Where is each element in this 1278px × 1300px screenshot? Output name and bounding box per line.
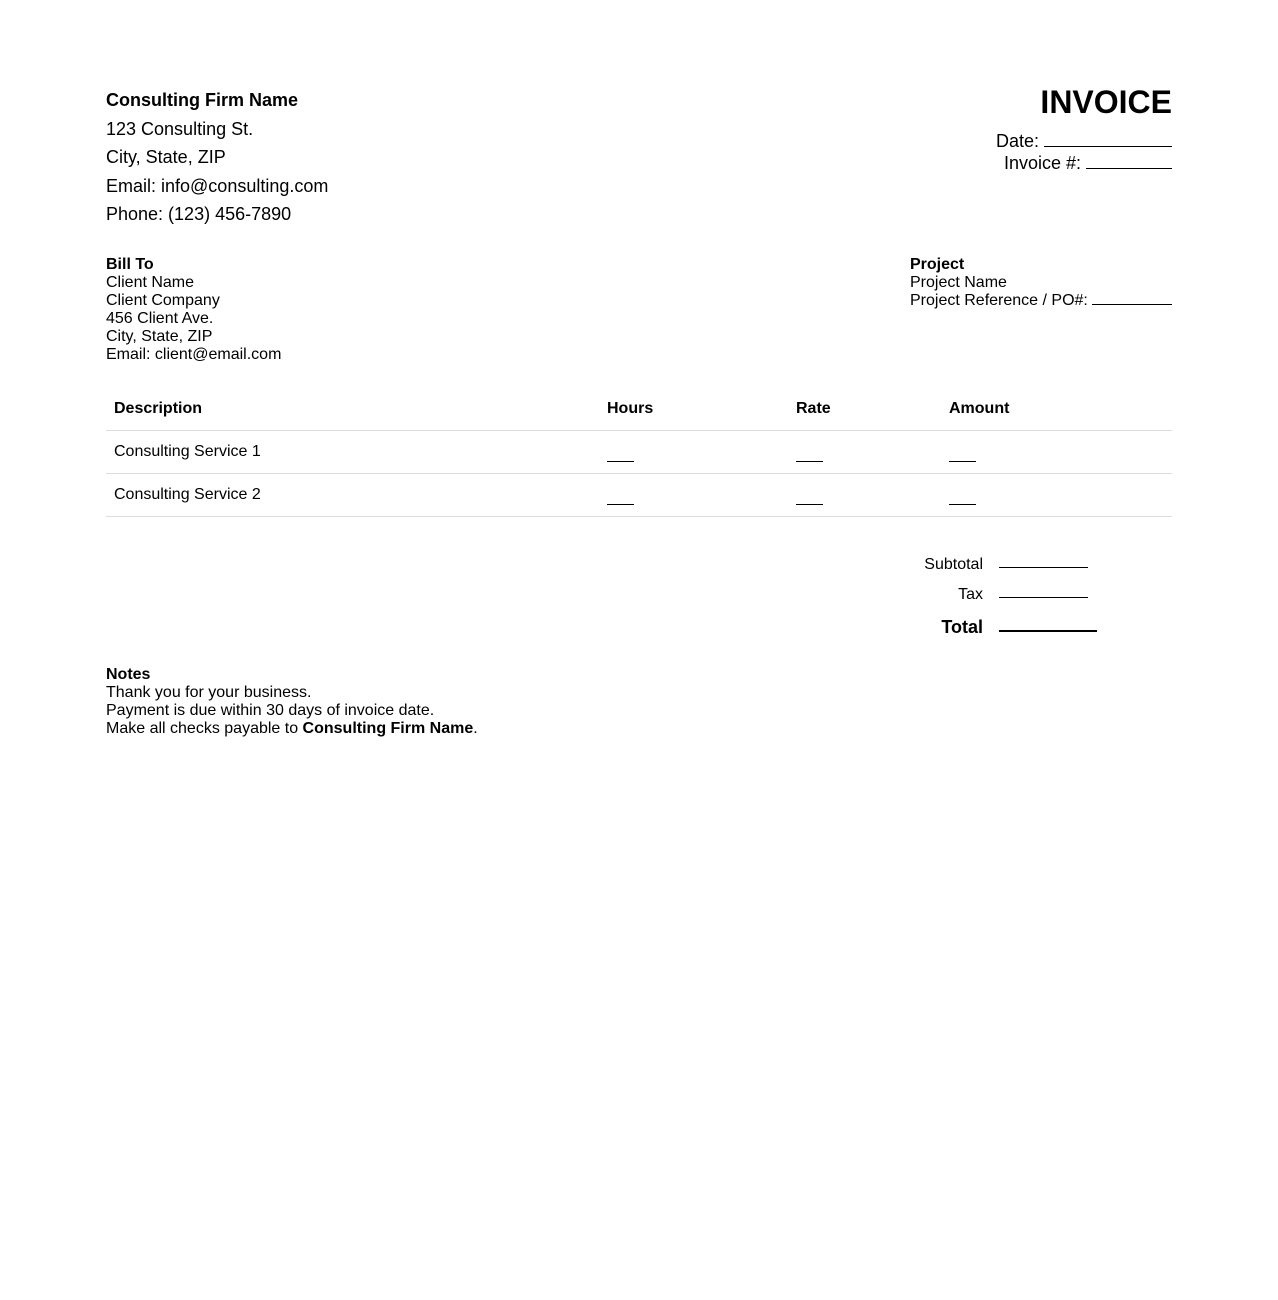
header-hours: Hours bbox=[599, 388, 788, 431]
notes-line-thanks: Thank you for your business. bbox=[106, 684, 312, 701]
payable-suffix: . bbox=[473, 720, 478, 737]
firm-address: 123 Consulting St. bbox=[106, 118, 254, 139]
row-hours[interactable] bbox=[599, 431, 788, 474]
project-reference-blank[interactable] bbox=[1092, 292, 1172, 305]
payable-firm-name: Consulting Firm Name bbox=[302, 720, 474, 737]
total-label: Total bbox=[941, 617, 983, 637]
rate-blank[interactable] bbox=[796, 494, 823, 505]
row-amount[interactable] bbox=[941, 474, 1172, 517]
notes-line-payment-terms: Payment is due within 30 days of invoice date. bbox=[106, 702, 435, 719]
amount-blank[interactable] bbox=[949, 494, 976, 505]
header-description: Description bbox=[106, 388, 599, 431]
total-row bbox=[900, 604, 1120, 638]
table-row bbox=[106, 474, 1172, 517]
firm-email: Email: info@consulting.com bbox=[106, 175, 329, 196]
firm-info bbox=[106, 86, 328, 229]
invoice-header bbox=[996, 82, 1172, 174]
rate-blank[interactable] bbox=[796, 451, 823, 462]
subtotal-row bbox=[900, 544, 1120, 574]
invoice-date-blank[interactable] bbox=[1044, 132, 1172, 147]
table-row bbox=[106, 431, 1172, 474]
invoice-number-line bbox=[996, 152, 1172, 174]
project-reference-label: Project Reference / PO#: bbox=[910, 292, 1088, 309]
subtotal-blank[interactable] bbox=[999, 551, 1088, 568]
client-name: Client Name bbox=[106, 274, 195, 291]
hours-blank[interactable] bbox=[607, 494, 634, 505]
tax-label: Tax bbox=[958, 586, 983, 603]
row-description: Consulting Service 1 bbox=[106, 431, 599, 474]
invoice-date-label: Date: bbox=[995, 131, 1039, 151]
notes-section bbox=[106, 666, 478, 738]
client-city-state-zip: City, State, ZIP bbox=[106, 328, 213, 345]
total-blank[interactable] bbox=[999, 614, 1097, 632]
invoice-number-blank[interactable] bbox=[1086, 154, 1172, 169]
client-email: Email: client@email.com bbox=[106, 346, 282, 363]
invoice-number-label: Invoice #: bbox=[1003, 153, 1081, 173]
notes-heading: Notes bbox=[106, 666, 151, 683]
invoice-date-line bbox=[996, 130, 1172, 152]
project-name: Project Name bbox=[910, 274, 1007, 291]
firm-phone: Phone: (123) 456-7890 bbox=[106, 204, 292, 224]
invoice-title: INVOICE bbox=[1040, 84, 1172, 120]
hours-blank[interactable] bbox=[607, 451, 634, 462]
tax-row bbox=[900, 574, 1120, 604]
subtotal-label: Subtotal bbox=[924, 556, 983, 573]
row-rate[interactable] bbox=[788, 474, 941, 517]
row-hours[interactable] bbox=[599, 474, 788, 517]
firm-name: Consulting Firm Name bbox=[106, 90, 299, 110]
client-address: 456 Client Ave. bbox=[106, 310, 214, 327]
notes-line-payable bbox=[106, 720, 478, 738]
project-section bbox=[910, 256, 1172, 310]
client-company: Client Company bbox=[106, 292, 220, 309]
firm-city-state-zip: City, State, ZIP bbox=[106, 147, 226, 167]
header-rate: Rate bbox=[788, 388, 941, 431]
payable-prefix: Make all checks payable to bbox=[106, 720, 303, 737]
bill-to-heading: Bill To bbox=[106, 256, 154, 273]
header-amount: Amount bbox=[941, 388, 1172, 431]
row-amount[interactable] bbox=[941, 431, 1172, 474]
amount-blank[interactable] bbox=[949, 451, 976, 462]
table-header-row bbox=[106, 388, 1172, 431]
line-items-table bbox=[106, 388, 1172, 517]
row-rate[interactable] bbox=[788, 431, 941, 474]
tax-blank[interactable] bbox=[999, 581, 1088, 598]
project-heading: Project bbox=[910, 256, 965, 273]
bill-to-section bbox=[106, 256, 281, 364]
project-reference-line bbox=[910, 292, 1172, 310]
totals-section bbox=[900, 544, 1120, 638]
row-description: Consulting Service 2 bbox=[106, 474, 599, 517]
